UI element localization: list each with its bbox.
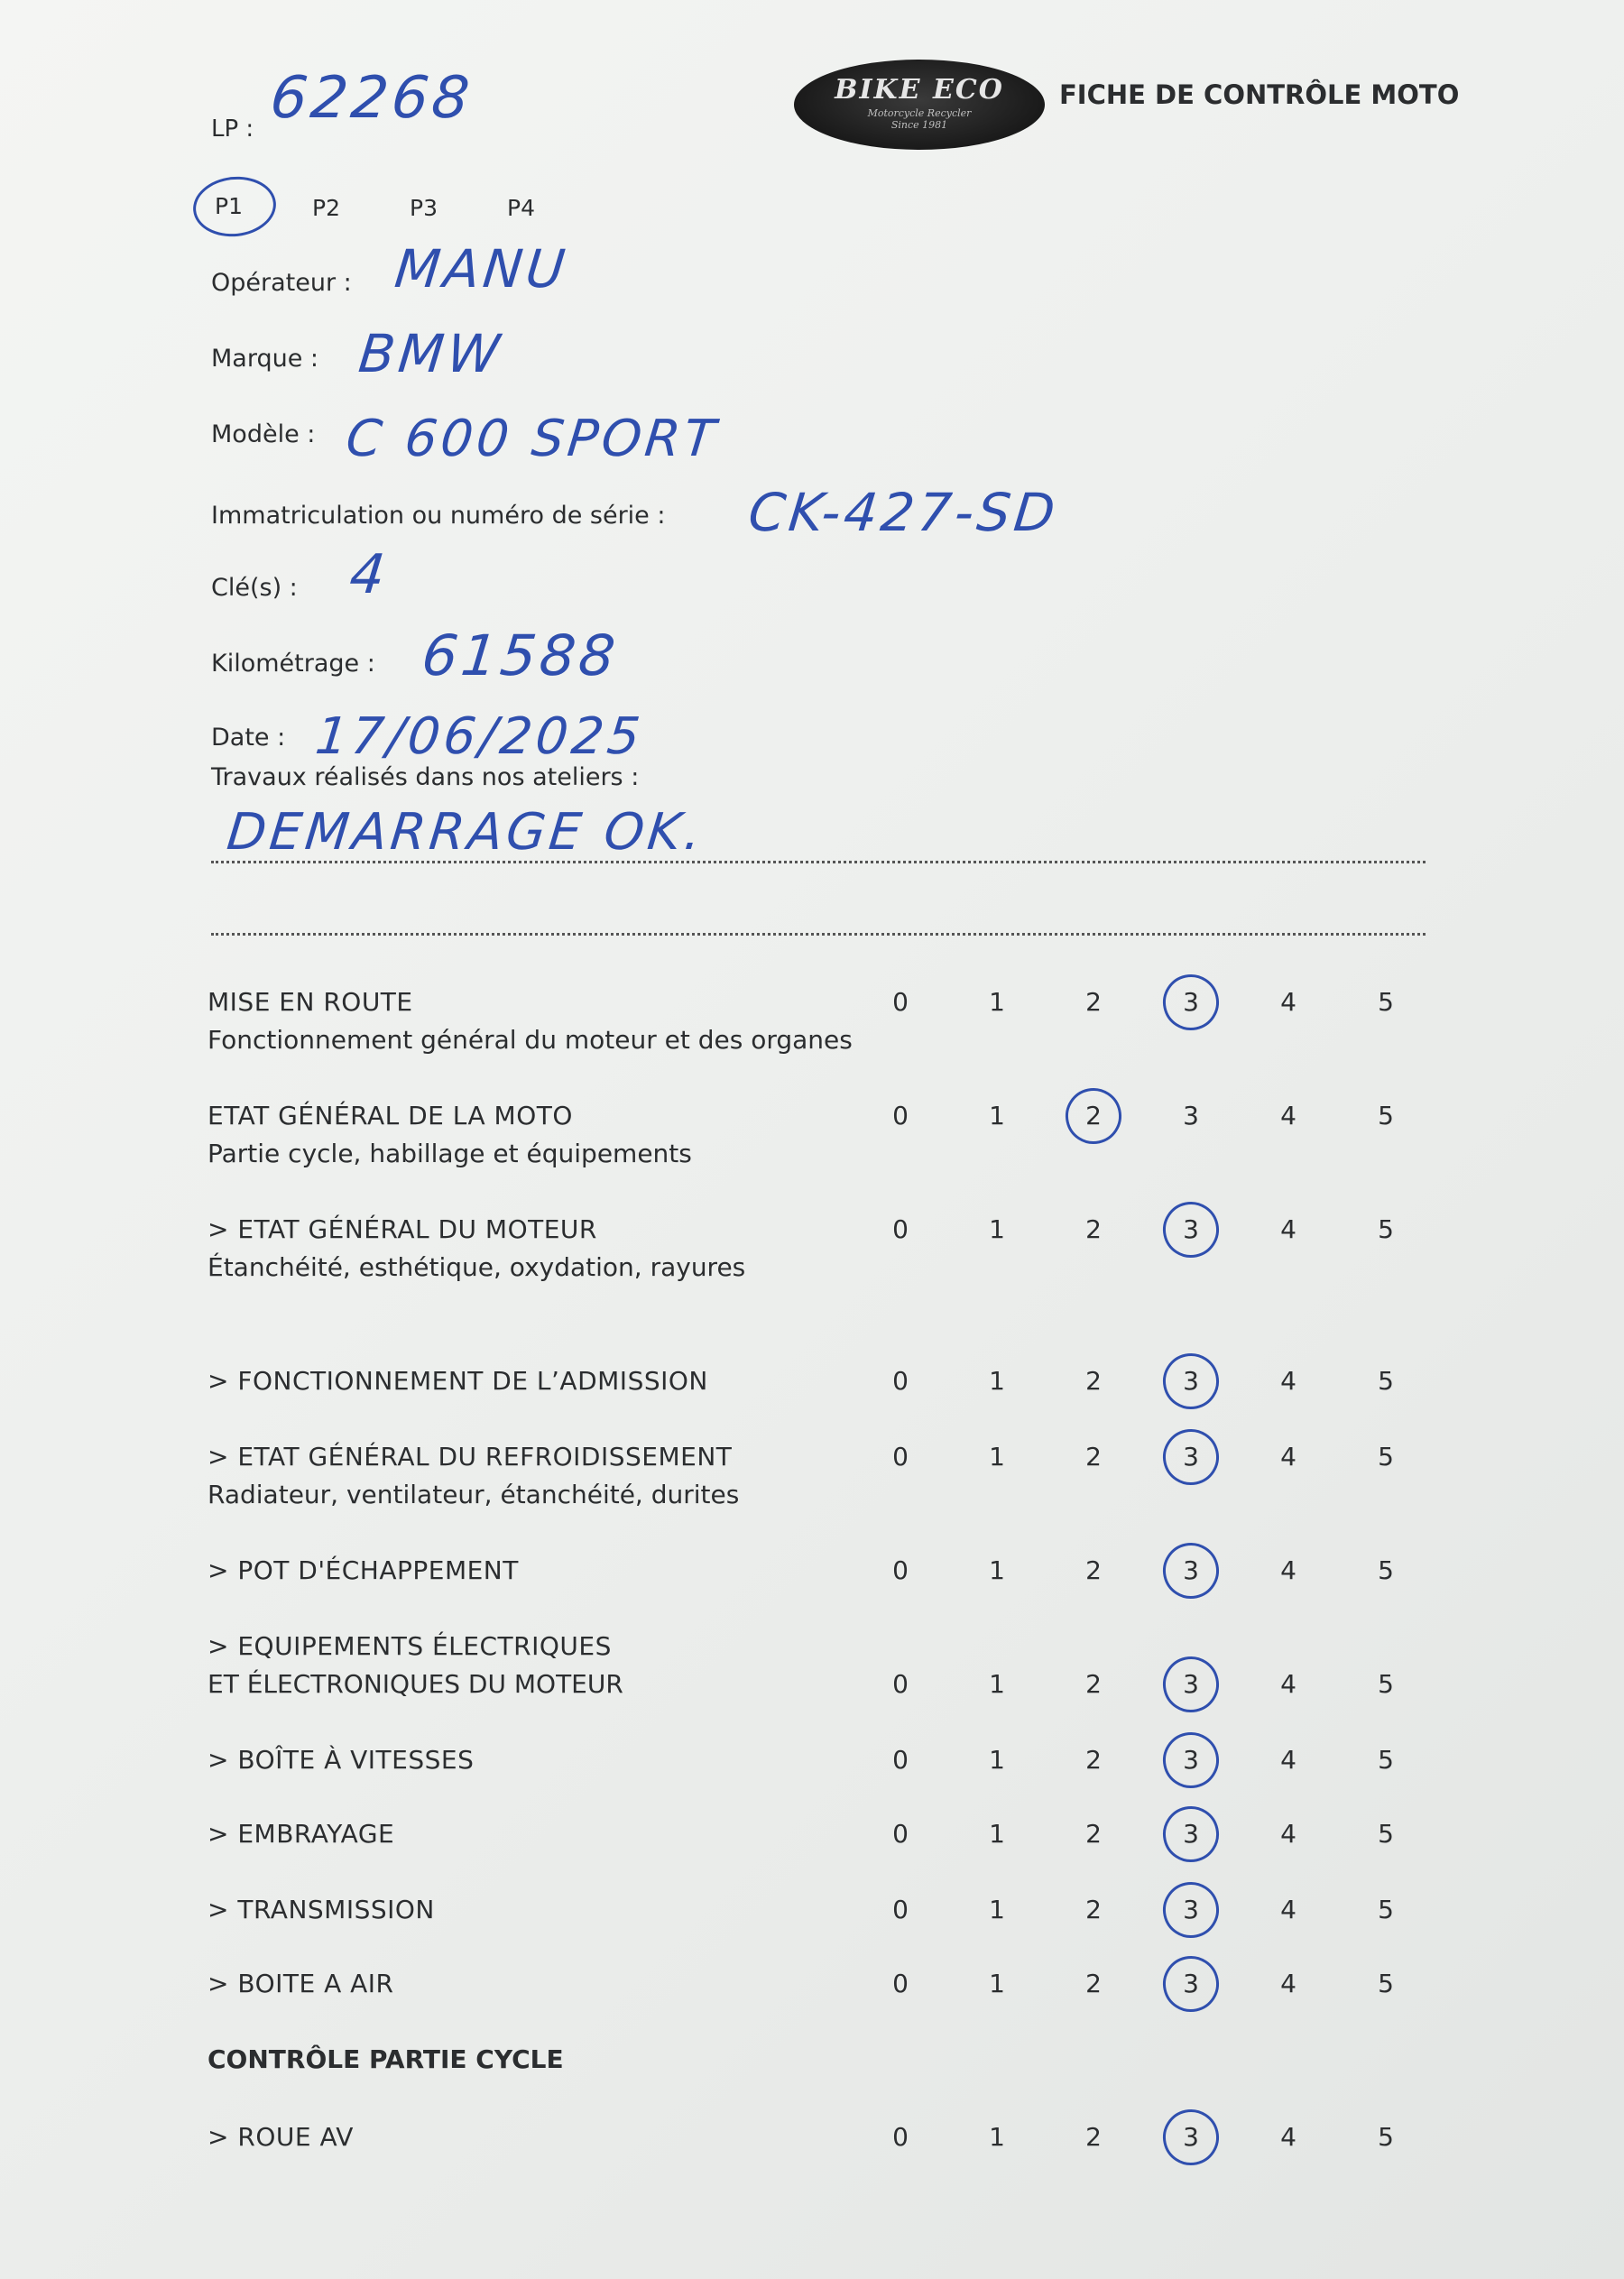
rating-row-9-selected-score-circle (1158, 1801, 1224, 1868)
rating-row-8-score-3[interactable]: 3 (1183, 1745, 1199, 1775)
operateur-value[interactable]: MANU (392, 238, 572, 300)
position-option-p1[interactable]: P1 (215, 193, 243, 219)
rating-row-3-score-1[interactable]: 1 (989, 1214, 1005, 1244)
logo-since: Since 1981 (890, 119, 948, 131)
position-option-p3[interactable]: P3 (410, 195, 438, 221)
cycle-row-1-score-4[interactable]: 4 (1280, 2122, 1296, 2152)
kilometrage-value[interactable]: 61588 (419, 623, 623, 688)
cycle-row-1-score-5[interactable]: 5 (1378, 2122, 1394, 2152)
rating-row-3-score-5[interactable]: 5 (1378, 1214, 1394, 1244)
rating-row-11-selected-score-circle (1158, 1951, 1224, 2017)
immat-label: Immatriculation ou numéro de série : (211, 502, 666, 530)
rating-row-8-selected-score-circle (1158, 1727, 1224, 1794)
rating-row-8-score-1[interactable]: 1 (989, 1745, 1005, 1775)
lp-value: 62268 (267, 65, 476, 132)
rating-row-7-score-2[interactable]: 2 (1085, 1669, 1102, 1699)
rating-row-1-selected-score-circle (1158, 969, 1224, 1036)
rating-row-5-score-3[interactable]: 3 (1183, 1442, 1199, 1472)
rating-row-7-score-0[interactable]: 0 (892, 1669, 909, 1699)
rating-row-7-score-3[interactable]: 3 (1183, 1669, 1199, 1699)
kilometrage-label: Kilométrage : (211, 650, 375, 678)
rating-row-9-score-2[interactable]: 2 (1085, 1819, 1102, 1849)
cycle-row-1-score-2[interactable]: 2 (1085, 2122, 1102, 2152)
rating-row-4-title: > FONCTIONNEMENT DE L’ADMISSION (208, 1366, 708, 1396)
travaux-line-2 (211, 933, 1426, 936)
form-title: FICHE DE CONTRÔLE MOTO (1059, 79, 1460, 110)
rating-row-11-score-4[interactable]: 4 (1280, 1969, 1296, 1998)
cycle-row-1-score-1[interactable]: 1 (989, 2122, 1005, 2152)
rating-row-1-score-3[interactable]: 3 (1183, 987, 1199, 1017)
rating-row-5-score-0[interactable]: 0 (892, 1442, 909, 1472)
operateur-label: Opérateur : (211, 269, 352, 297)
rating-row-10-selected-score-circle (1158, 1877, 1224, 1943)
rating-row-4-score-2[interactable]: 2 (1085, 1366, 1102, 1396)
rating-row-8-score-5[interactable]: 5 (1378, 1745, 1394, 1775)
rating-row-9-title: > EMBRAYAGE (208, 1819, 395, 1849)
rating-row-9-score-0[interactable]: 0 (892, 1819, 909, 1849)
rating-row-2-score-0[interactable]: 0 (892, 1101, 909, 1130)
modele-value[interactable]: C 600 SPORT (343, 410, 722, 468)
rating-row-1-score-2[interactable]: 2 (1085, 987, 1102, 1017)
logo-tagline: Motorcycle Recycler (867, 107, 972, 119)
lp-label: LP : (211, 115, 254, 143)
travaux-label: Travaux réalisés dans nos ateliers : (211, 763, 640, 791)
marque-label: Marque : (211, 345, 319, 373)
rating-row-2-score-4[interactable]: 4 (1280, 1101, 1296, 1130)
cycle-row-1-score-3[interactable]: 3 (1183, 2122, 1199, 2152)
rating-row-9-score-3[interactable]: 3 (1183, 1819, 1199, 1849)
rating-row-10-score-2[interactable]: 2 (1085, 1895, 1102, 1924)
rating-row-9-score-5[interactable]: 5 (1378, 1819, 1394, 1849)
rating-row-2-score-1[interactable]: 1 (989, 1101, 1005, 1130)
travaux-line-1 (211, 861, 1426, 863)
logo-name: BIKE ECO (835, 74, 1004, 106)
rating-row-11-score-2[interactable]: 2 (1085, 1969, 1102, 1998)
rating-row-10-score-3[interactable]: 3 (1183, 1895, 1199, 1924)
rating-row-4-score-5[interactable]: 5 (1378, 1366, 1394, 1396)
cles-value[interactable]: 4 (346, 543, 392, 606)
rating-row-1-score-1[interactable]: 1 (989, 987, 1005, 1017)
cles-label: Clé(s) : (211, 574, 298, 602)
rating-row-3-score-4[interactable]: 4 (1280, 1214, 1296, 1244)
rating-row-6-score-1[interactable]: 1 (989, 1555, 1005, 1585)
rating-row-5-score-2[interactable]: 2 (1085, 1442, 1102, 1472)
position-option-p2[interactable]: P2 (312, 195, 340, 221)
rating-row-2-title: ETAT GÉNÉRAL DE LA MOTO (208, 1101, 573, 1130)
rating-row-9-score-1[interactable]: 1 (989, 1819, 1005, 1849)
rating-row-4-score-0[interactable]: 0 (892, 1366, 909, 1396)
rating-row-6-title: > POT D'ÉCHAPPEMENT (208, 1555, 519, 1585)
rating-row-5-subtitle: Radiateur, ventilateur, étanchéité, durites (208, 1480, 740, 1509)
rating-row-2-selected-score-circle (1060, 1083, 1127, 1149)
rating-row-3-title: > ETAT GÉNÉRAL DU MOTEUR (208, 1214, 597, 1244)
rating-row-6-score-2[interactable]: 2 (1085, 1555, 1102, 1585)
immat-value[interactable]: CK-427-SD (745, 482, 1062, 543)
rating-row-11-score-5[interactable]: 5 (1378, 1969, 1394, 1998)
rating-row-10-title: > TRANSMISSION (208, 1895, 435, 1924)
rating-row-10-score-5[interactable]: 5 (1378, 1895, 1394, 1924)
rating-row-9-score-4[interactable]: 4 (1280, 1819, 1296, 1849)
rating-row-4-score-1[interactable]: 1 (989, 1366, 1005, 1396)
rating-row-6-score-5[interactable]: 5 (1378, 1555, 1394, 1585)
rating-row-3-score-0[interactable]: 0 (892, 1214, 909, 1244)
rating-row-5-selected-score-circle (1158, 1424, 1224, 1490)
rating-row-7-title: > EQUIPEMENTS ÉLECTRIQUES (208, 1631, 612, 1661)
rating-row-8-score-4[interactable]: 4 (1280, 1745, 1296, 1775)
rating-row-1-score-5[interactable]: 5 (1378, 987, 1394, 1017)
cycle-row-1-score-0[interactable]: 0 (892, 2122, 909, 2152)
rating-row-7-score-4[interactable]: 4 (1280, 1669, 1296, 1699)
rating-row-8-score-0[interactable]: 0 (892, 1745, 909, 1775)
rating-row-6-selected-score-circle (1158, 1537, 1224, 1604)
rating-row-7-score-1[interactable]: 1 (989, 1669, 1005, 1699)
cycle-row-1-selected-score-circle (1158, 2104, 1224, 2171)
rating-row-2-score-5[interactable]: 5 (1378, 1101, 1394, 1130)
rating-row-6-score-4[interactable]: 4 (1280, 1555, 1296, 1585)
date-label: Date : (211, 724, 286, 752)
rating-row-8-score-2[interactable]: 2 (1085, 1745, 1102, 1775)
rating-row-10-score-4[interactable]: 4 (1280, 1895, 1296, 1924)
rating-row-7-score-5[interactable]: 5 (1378, 1669, 1394, 1699)
rating-row-5-title: > ETAT GÉNÉRAL DU REFROIDISSEMENT (208, 1442, 733, 1472)
modele-label: Modèle : (211, 420, 316, 448)
rating-row-10-score-0[interactable]: 0 (892, 1895, 909, 1924)
rating-row-2-subtitle: Partie cycle, habillage et équipements (208, 1139, 692, 1168)
cycle-row-1-title: > ROUE AV (208, 2122, 354, 2152)
rating-row-4-score-3[interactable]: 3 (1183, 1366, 1199, 1396)
rating-row-1-title: MISE EN ROUTE (208, 987, 413, 1017)
rating-row-3-score-3[interactable]: 3 (1183, 1214, 1199, 1244)
rating-row-1-score-4[interactable]: 4 (1280, 987, 1296, 1017)
rating-row-5-score-5[interactable]: 5 (1378, 1442, 1394, 1472)
rating-row-7-selected-score-circle (1158, 1651, 1224, 1718)
rating-row-3-selected-score-circle (1158, 1196, 1224, 1263)
rating-row-6-score-0[interactable]: 0 (892, 1555, 909, 1585)
travaux-value[interactable]: DEMARRAGE OK. (224, 803, 707, 862)
rating-row-11-title: > BOITE A AIR (208, 1969, 394, 1998)
rating-row-3-subtitle: Étanchéité, esthétique, oxydation, rayures (208, 1252, 746, 1282)
rating-row-10-score-1[interactable]: 1 (989, 1895, 1005, 1924)
rating-row-7-subtitle: ET ÉLECTRONIQUES DU MOTEUR (208, 1669, 623, 1699)
rating-row-11-score-3[interactable]: 3 (1183, 1969, 1199, 1998)
rating-row-11-score-0[interactable]: 0 (892, 1969, 909, 1998)
rating-row-3-score-2[interactable]: 2 (1085, 1214, 1102, 1244)
bike-eco-logo (794, 60, 1045, 150)
rating-row-4-score-4[interactable]: 4 (1280, 1366, 1296, 1396)
position-option-p4[interactable]: P4 (507, 195, 535, 221)
rating-row-2-score-3[interactable]: 3 (1183, 1101, 1199, 1130)
date-value[interactable]: 17/06/2025 (312, 707, 647, 766)
rating-row-4-selected-score-circle (1158, 1348, 1224, 1415)
marque-value[interactable]: BMW (355, 323, 506, 384)
rating-row-2-score-2[interactable]: 2 (1085, 1101, 1102, 1130)
section-heading-partie-cycle: CONTRÔLE PARTIE CYCLE (208, 2044, 564, 2074)
rating-row-1-score-0[interactable]: 0 (892, 987, 909, 1017)
rating-row-8-title: > BOÎTE À VITESSES (208, 1745, 475, 1775)
rating-row-5-score-4[interactable]: 4 (1280, 1442, 1296, 1472)
rating-row-1-subtitle: Fonctionnement général du moteur et des organes (208, 1025, 853, 1055)
rating-row-6-score-3[interactable]: 3 (1183, 1555, 1199, 1585)
rating-row-11-score-1[interactable]: 1 (989, 1969, 1005, 1998)
rating-row-5-score-1[interactable]: 1 (989, 1442, 1005, 1472)
